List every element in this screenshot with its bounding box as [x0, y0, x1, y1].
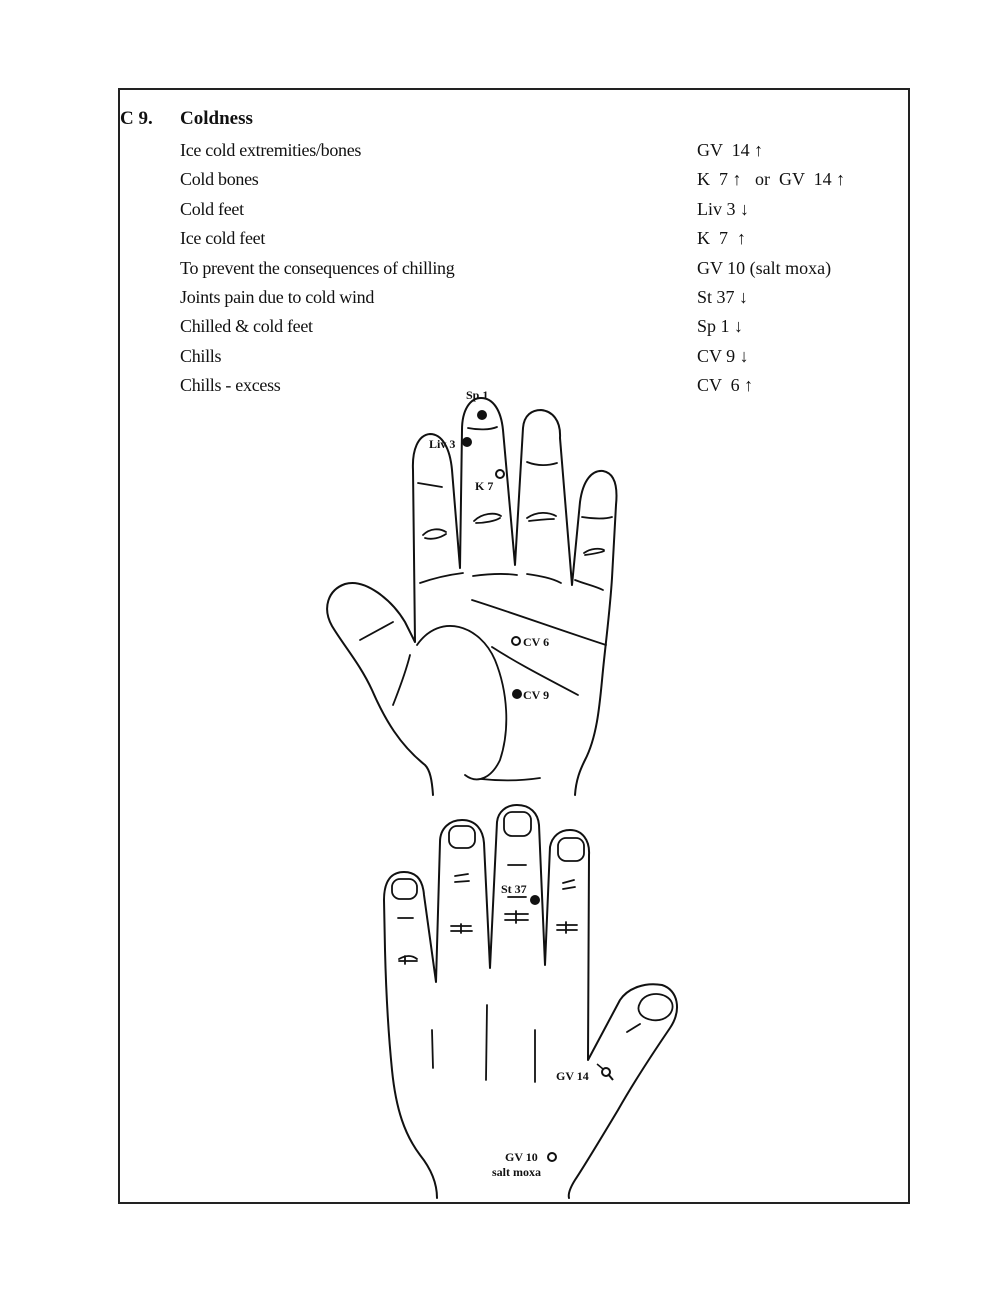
- condition-text: Chilled & cold feet: [180, 316, 313, 337]
- point-text: CV 9 ↓: [697, 345, 749, 366]
- gv10-note: salt moxa: [492, 1165, 541, 1179]
- condition-text: Chills: [180, 345, 222, 366]
- k7-label: K 7: [475, 479, 494, 493]
- gv10-label: GV 10: [505, 1150, 538, 1164]
- cv6-marker: [512, 637, 520, 645]
- cv6-label: CV 6: [523, 635, 550, 649]
- sp1-marker: [477, 410, 487, 420]
- condition-text: Ice cold extremities/bones: [180, 140, 362, 160]
- point-text: GV 14 ↑: [697, 140, 764, 160]
- cv9-label: CV 9: [523, 688, 550, 702]
- st37-label: St 37: [501, 882, 527, 896]
- condition-text: Cold feet: [180, 198, 244, 219]
- section-title: Coldness: [180, 108, 253, 129]
- condition-text: To prevent the consequences of chilling: [180, 257, 455, 278]
- condition-text: Cold bones: [180, 169, 259, 190]
- point-text: GV 10 (salt moxa): [697, 257, 832, 278]
- sp1-label: Sp 1: [466, 388, 489, 402]
- back-points: [492, 882, 613, 1179]
- liv3-marker: [462, 437, 472, 447]
- k7-marker: [496, 470, 504, 478]
- point-text: St 37 ↓: [697, 286, 749, 307]
- gv10-marker: [548, 1153, 556, 1161]
- point-text: K 7 ↑: [697, 228, 746, 249]
- point-text: K 7 ↑ or GV 14 ↑: [697, 169, 846, 190]
- section-number: C 9.: [120, 108, 153, 129]
- point-text: CV 6 ↑: [697, 375, 754, 396]
- point-text: Sp 1 ↓: [697, 316, 744, 337]
- back-hand-details: [392, 812, 673, 1082]
- palm-points: [429, 388, 549, 702]
- condition-text: Ice cold feet: [180, 228, 266, 249]
- condition-text: Joints pain due to cold wind: [180, 286, 375, 307]
- point-text: Liv 3 ↓: [697, 198, 749, 219]
- palm-hand-outline: [327, 398, 616, 795]
- st37-marker: [530, 895, 540, 905]
- gv14-pointer: [608, 1074, 613, 1080]
- gv14-label: GV 14: [556, 1069, 589, 1083]
- back-hand-outline: [384, 805, 677, 1198]
- cv9-marker: [512, 689, 522, 699]
- liv3-label: Liv 3: [429, 437, 456, 451]
- condition-text: Chills - excess: [180, 375, 281, 396]
- gv14-leader: [597, 1064, 603, 1069]
